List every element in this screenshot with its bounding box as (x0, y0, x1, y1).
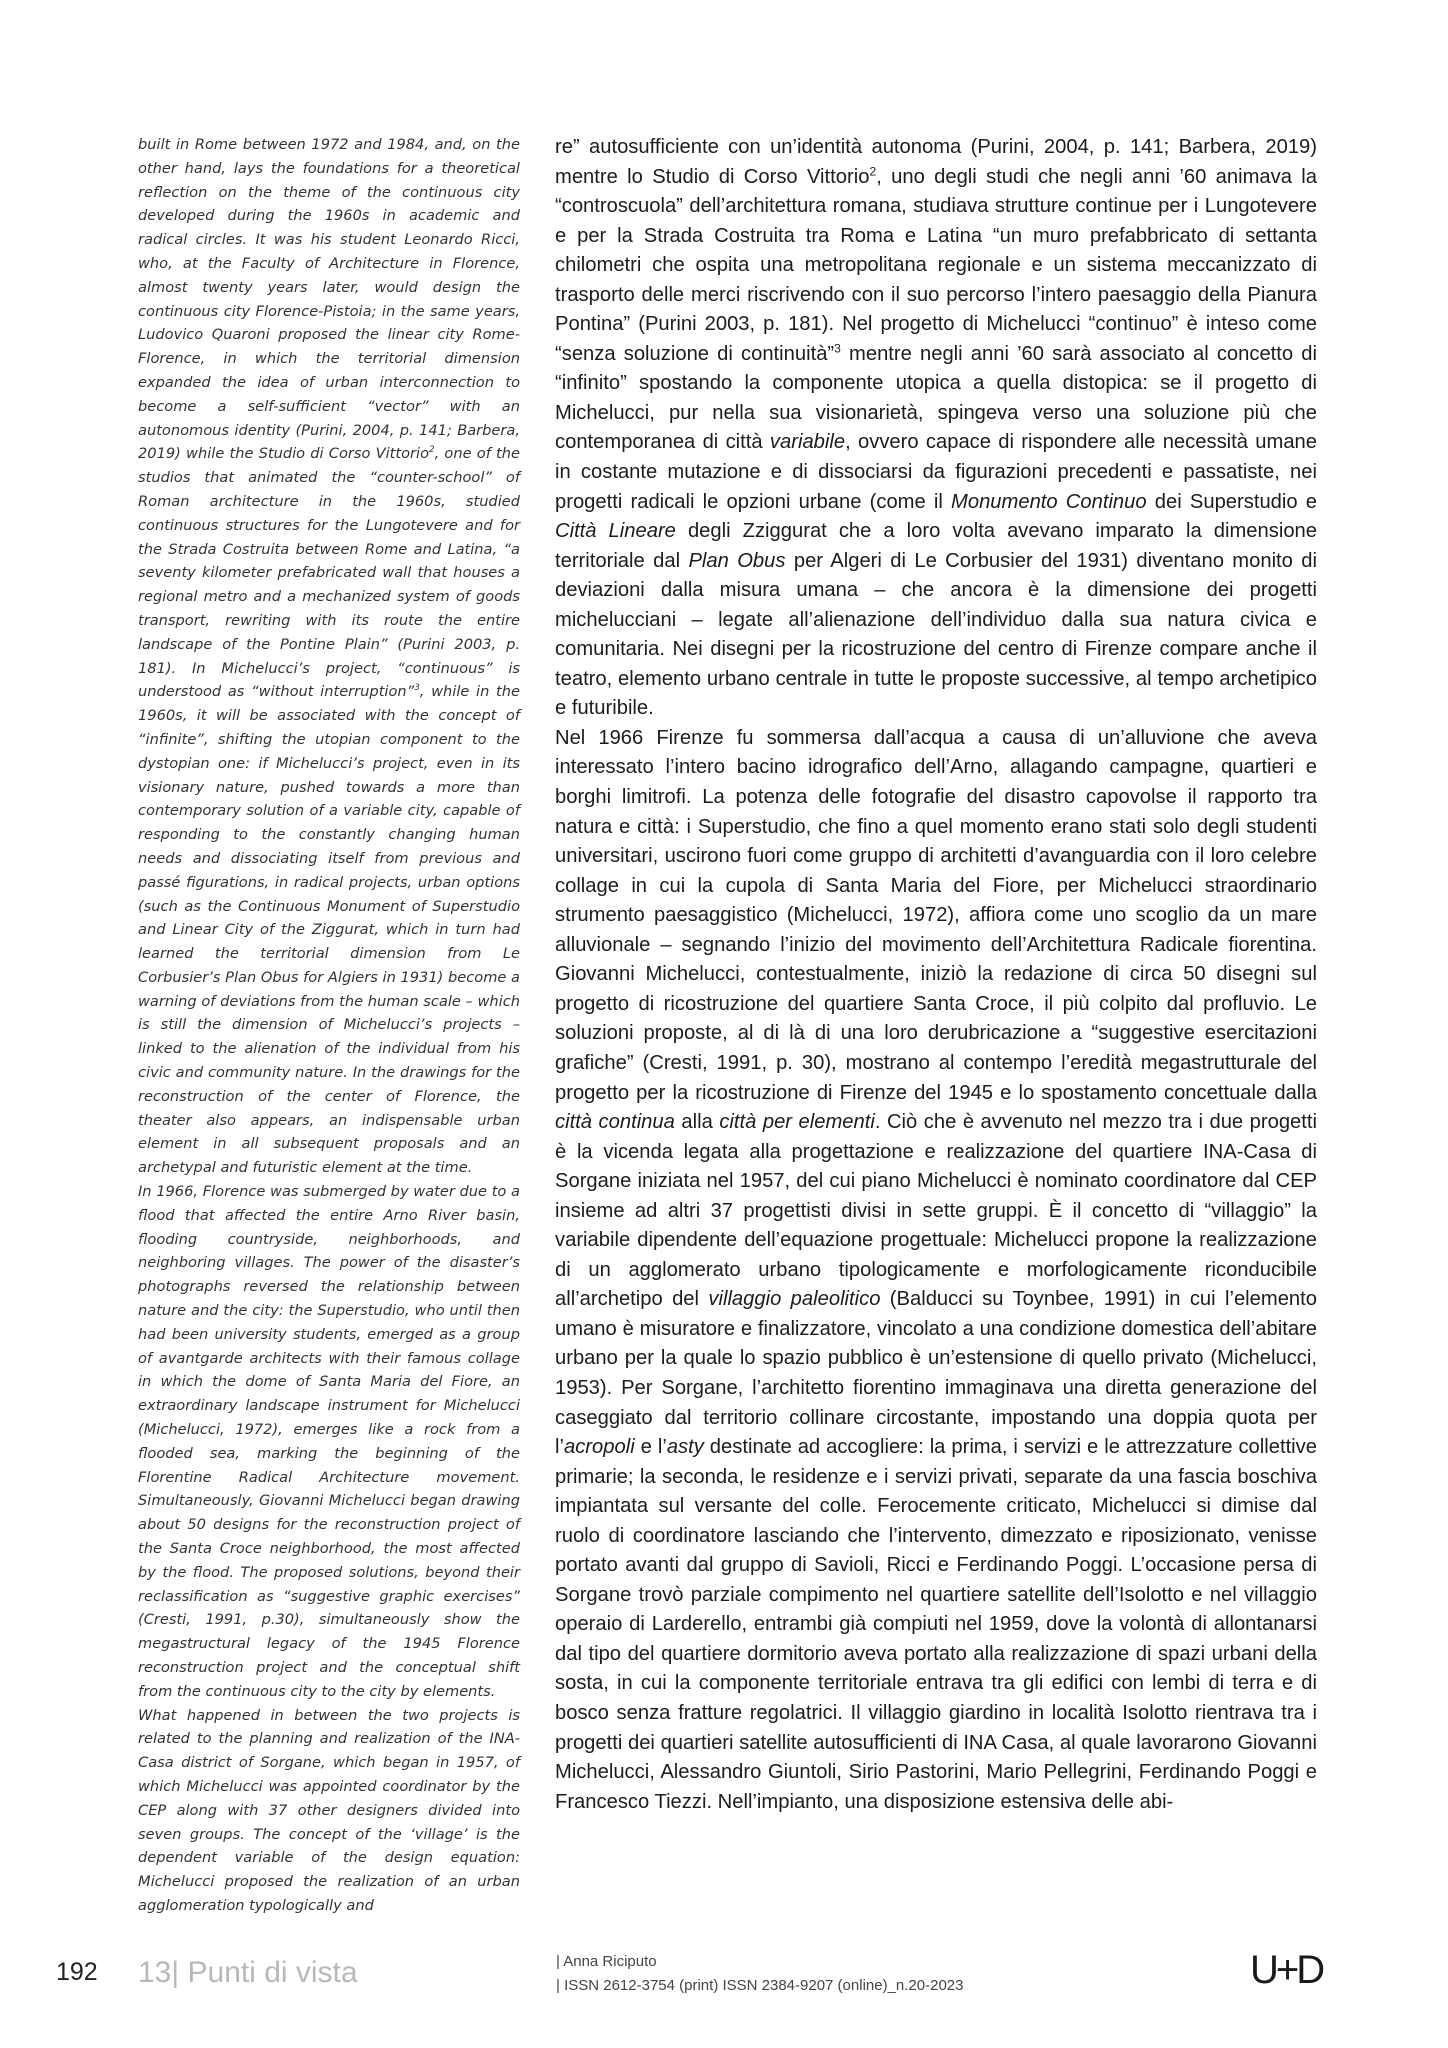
text-run: alla (674, 1111, 720, 1134)
italian-paragraph (555, 724, 1317, 1817)
text-run: (Balducci su Toynbee, 1991) in cui l’elemento umano è misuratore e finalizzatore, vincolato a una condizione domestica dell’abitare urbano per la quale lo spazio pubblico è un’estensione di quello privato (Michelucci, 1953). Per Sorgane, l’architetto fiorentino immaginava una diretta generazione del caseggiato dal territorio collinare circostante, impostando una doppia quota per l’ (555, 1288, 1317, 1459)
italian-text-column (555, 133, 1317, 1817)
emphasis: città continua (555, 1111, 675, 1134)
author-line: | Anna Riciputo (556, 1953, 657, 1970)
text-run: , while in the 1960s, it will be associated with the concept of “infinite”, shifting the utopian component to the dystopian one: if Michelucci’s project, even in its visionary nature, pushed towards a more than contemporary solution of a variable city, capable of responding to the constantly changing human needs and dissociating itself from previous and passé figurations, in radical projects, urban options (such as the Continuous Monument of Superstudio and Linear City of the Ziggurat, which in turn had learned the territorial dimension from Le Corbusier’s Plan Obus for Algiers in 1931) become a warning of deviations from the human scale – which is still the dimension of Michelucci’s projects – linked to the alienation of the individual from his civic and community nature. In the drawings for the reconstruction of the center of Florence, the theater also appears, an indispensable urban element in all subsequent proposals and an archetypal and futuristic element at the time. (138, 683, 520, 1177)
footnote-ref: 2 (429, 445, 435, 456)
emphasis: Città Lineare (555, 520, 676, 543)
text-run: mentre negli anni ’60 sarà associato al concetto di “infinito” spostando la componente utopica a quella distopica: se il progetto di Michelucci, pur nella sua visionarietà, spingeva verso una soluzione più che contemporanea di città (555, 342, 1317, 454)
text-run: destinate ad accogliere: la prima, i servizi e le attrezzature collettive primarie; la seconda, le residenze e i servizi privati, separate da una fascia boschiva impiantata sul versante del colle. Ferocemente criticato, Michelucci si dimise dal ruolo di coordinatore lasciando che l’intervento, dimezzato e riposizionato, venisse portato avanti dal gruppo di Savioli, Ricci e Ferdinando Poggi. L’occasione persa di Sorgane trovò parziale compimento nel quartiere satellite dell’Isolotto e nel villaggio operaio di Larderello, entrambi già compiuti nel 1959, dove la volontà di allontanarsi dal tipo del quartiere dormitorio aveva portato alla realizzazione di spazi urbani della sosta, in cui la componente territoriale entrava tra gli edifici con lembi di terra e di bosco senza fratture regolatrici. Il villaggio giardino in località Isolotto rientrava tra i progetti dei quartieri satellite autosufficienti di INA Casa, al quale lavorarono Giovanni Michelucci, Alessandro Giuntoli, Sirio Pastorini, Mario Pellegrini, Ferdinando Poggi e Francesco Tiezzi. Nell’impianto, una disposizione estensiva delle abi- (555, 1436, 1317, 1813)
text-run: Nel 1966 Firenze fu sommersa dall’acqua a causa di un’alluvione che aveva interessato l’intero bacino idrografico dell’Arno, allagando campagne, quartieri e borghi limitrofi. La potenza delle fotografie del disastro capovolse il rapporto tra natura e città: i Superstudio, che fino a quel momento erano stati solo degli studenti universitari, uscirono fuori come gruppo di architetti d’avanguardia con il loro celebre collage in cui la cupola di Santa Maria del Fiore, per Michelucci straordinario strumento paesaggistico (Michelucci, 1972), affiora come uno scoglio da un mare alluvionale – segnando l’inizio del movimento dell’Architettura Radicale fiorentina. Giovanni Michelucci, contestualmente, iniziò la redazione di circa 50 disegni sul progetto di ricostruzione del quartiere Santa Croce, il più colpito dal profluvio. Le soluzioni proposte, al di là di una loro derubricazione a “suggestive esercitazioni grafiche” (Cresti, 1991, p. 30), mostrano al contempo l’eredità megastrutturale del progetto per la ricostruzione di Firenze del 1945 e lo spostamento concettuale dalla (555, 726, 1317, 1104)
english-paragraph: In 1966, Florence was submerged by water due to a flood that affected the entire Arno River basin, flooding countryside, neighborhoods, and neighboring villages. The power of the disaster’s photographs reversed the relationship between nature and the city: the Superstudio, who until then had been university students, emerged as a group of avantgarde architects with their famous collage in which the dome of Santa Maria del Fiore, an extraordinary landscape instrument for Michelucci (Michelucci, 1972), emerges like a rock from a flooded sea, marking the beginning of the Florentine Radical Architecture movement. Simultaneously, Giovanni Michelucci began drawing about 50 designs for the reconstruction project of the Santa Croce neighborhood, the most affected by the flood. The proposed solutions, beyond their reclassification as “suggestive graphic exercises” (Cresti, 1991, p.30), simultaneously show the megastructural legacy of the 1945 Florence reconstruction project and the conceptual shift from the continuous city to the city by elements. (138, 1183, 520, 1700)
emphasis: variabile (769, 431, 846, 454)
text-run: re” autosufficiente con un’identità autonoma (Purini, 2004, p. 141; Barbera, 2019) mentre lo Studio di Corso Vittorio (555, 136, 1317, 188)
text-run: . Ciò che è avvenuto nel mezzo tra i due progetti è la vicenda legata alla progettazione e realizzazione del quartiere INA-Casa di Sorgane iniziata nel 1957, del cui piano Michelucci è nominato coordinatore dal CEP insieme ad altri 37 progettisti divisi in sette gruppi. È il concetto di “villaggio” la variabile dipendente dell’equazione progettuale: Michelucci propone la realizzazione di un agglomerato urbano tipologicamente e morfologicamente riconducibile all’archetipo del (555, 1111, 1317, 1311)
english-text-column (138, 133, 520, 1918)
issn-line: | ISSN 2612-3754 (print) ISSN 2384-9207 (online)_n.20-2023 (556, 1977, 964, 1994)
text-run: built in Rome between 1972 and 1984, and, on the other hand, lays the foundations for a theoretical reflection on the theme of the continuous city developed during the 1960s in academic and radical circles. It was his student Leonardo Ricci, who, at the Faculty of Architecture in Florence, almost twenty years later, would design the continuous city Florence-Pistoia; in the same years, Ludovico Quaroni proposed the linear city Rome-Florence, in which the territorial dimension expanded the idea of urban interconnection to become a self-sufficient “vector” with an autonomous identity (Purini, 2004, p. 141; Barbera, 2019) while the Studio di Corso Vittorio (138, 136, 520, 463)
text-run: dei Superstudio e (1146, 490, 1317, 513)
italian-paragraph (555, 133, 1317, 724)
section-title: 13| Punti di vista (138, 1956, 358, 1989)
text-run: , one of the studios that animated the “counter-school” of Roman architecture in the 1960s, studied continuous structures for the Lungotevere and for the Strada Costruita between Rome and Latina, “a seventy kilometer prefabricated wall that houses a regional metro and a mechanized system of goods transport, rewriting with its route the entire landscape of the Pontine Plain” (Purini 2003, p. 181). In Michelucci’s project, “continuous” is understood as “without interruption” (138, 445, 520, 701)
journal-logo: U+D (1250, 1948, 1323, 1992)
text-run: , ovvero capace di rispondere alle necessità umane in costante mutazione e di dissociarsi da figurazioni precedenti e passatiste, nei progetti radicali le opzioni urbane (come il (555, 431, 1318, 513)
text-run: , uno degli studi che negli anni ’60 animava la “controscuola” dell’architettura romana, studiava strutture continue per i Lungotevere e per la Strada Costruita tra Roma e Latina “un muro prefabbricato di settanta chilometri che ospita una metropolitana regionale e un sistema meccanizzato di trasporto delle merci riscrivendo con il suo percorso l’intero paesaggio della Pianura Pontina” (Purini 2003, p. 181). Nel progetto di Michelucci “continuo” è inteso come “senza soluzione di continuità” (555, 165, 1318, 365)
emphasis: città per elementi (719, 1111, 875, 1134)
emphasis: villaggio paleolitico (708, 1288, 881, 1311)
text-run: degli Zziggurat che a loro volta avevano imparato la dimensione territoriale dal (555, 520, 1318, 572)
emphasis: acropoli (563, 1436, 635, 1459)
emphasis: Monumento Continuo (951, 490, 1147, 513)
text-run: per Algeri di Le Corbusier del 1931) diventano monito di deviazioni dalla misura umana – che ancora è la dimensione dei progetti michelucciani – legate all’alienazione dell’individuo dalla sua natura civica e comunitaria. Nei disegni per la ricostruzione del centro di Firenze compare anche il teatro, elemento urbano centrale in tutte le proposte successive, al tempo archetipico e futuribile. (555, 549, 1317, 720)
emphasis: asty (666, 1436, 704, 1459)
footnote-ref: 3 (834, 341, 841, 356)
english-paragraph: What happened in between the two projects is related to the planning and realization of the INA-Casa district of Sorgane, which began in 1957, of which Michelucci was appointed coordinator by the CEP along with 37 other designers divided into seven groups. The concept of the ‘village’ is the dependent variable of the design equation: Michelucci proposed the realization of an urban agglomeration typologically and (138, 1706, 520, 1914)
footnote-ref: 2 (869, 163, 877, 178)
footnote-ref: 3 (414, 683, 420, 694)
page-number: 192 (56, 1958, 98, 1986)
text-run: e l’ (634, 1436, 667, 1459)
emphasis: Plan Obus (688, 549, 786, 572)
english-paragraph (138, 133, 520, 1180)
